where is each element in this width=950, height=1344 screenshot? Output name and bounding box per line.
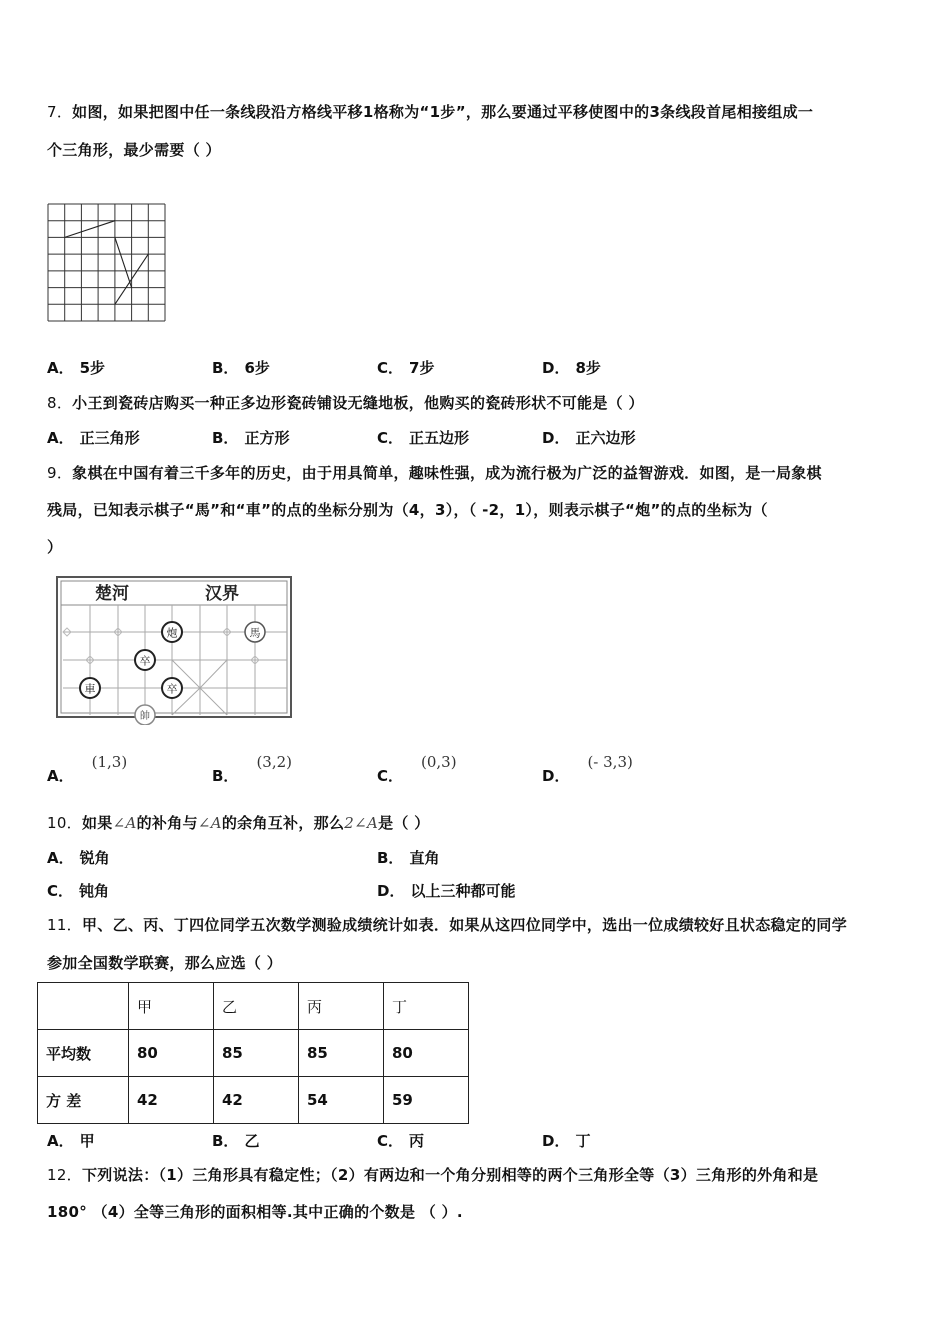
option-label: C． — [377, 429, 404, 447]
angle-2a: 2∠A — [344, 814, 379, 832]
question-10-mid-1: 的补角与 — [136, 814, 198, 832]
piece-zu-1-label: 卒 — [139, 654, 151, 668]
piece-ma — [245, 622, 265, 642]
option-text: 6步 — [244, 359, 270, 377]
option-label: C． — [47, 882, 74, 900]
option-text: 乙 — [244, 1132, 260, 1150]
table-header-cell: 丁 — [384, 983, 469, 1030]
option-text: (0,3) — [421, 753, 457, 771]
table-cell: 85 — [299, 1030, 384, 1077]
chess-board-figure — [55, 575, 295, 725]
option-7-a[interactable] — [47, 357, 105, 378]
table-cell: 85 — [214, 1030, 299, 1077]
segment-1 — [65, 221, 115, 238]
option-text: 8步 — [575, 359, 601, 377]
question-12-text-1: 下列说法：（1）三角形具有稳定性；（2）有两边和一个角分别相等的两个三角形全等（3）三角形的外角和是 — [82, 1166, 819, 1184]
question-12-line-2: 180° （4）全等三角形的面积相等.其中正确的个数是 （ ）. — [47, 1203, 463, 1221]
option-8-b[interactable] — [212, 427, 289, 448]
option-label: D． — [542, 767, 570, 785]
question-7-number: 7． — [47, 103, 73, 121]
question-10 — [47, 812, 430, 833]
option-label: B． — [212, 429, 239, 447]
grid-figure — [47, 203, 167, 324]
option-text: (1,3) — [91, 753, 128, 771]
river-label-right: 汉界 — [205, 584, 239, 604]
question-12-line-1 — [47, 1164, 818, 1185]
option-text: (3,2) — [256, 753, 292, 771]
option-text: 锐角 — [79, 849, 110, 867]
question-11-line-2: 参加全国数学联赛，那么应选（ ） — [47, 954, 283, 972]
option-8-a[interactable] — [47, 427, 140, 448]
option-label: C． — [377, 767, 404, 785]
option-text: 正六边形 — [575, 429, 636, 447]
table-row — [38, 1077, 469, 1124]
option-11-b[interactable] — [212, 1130, 259, 1151]
table-row — [38, 1030, 469, 1077]
option-text: 5步 — [79, 359, 106, 377]
table-header-cell: 乙 — [214, 983, 299, 1030]
option-11-a[interactable] — [47, 1130, 95, 1151]
option-text: 钝角 — [79, 882, 110, 900]
option-text: (- 3,3) — [587, 753, 633, 771]
option-text: 正方形 — [244, 429, 290, 447]
piece-pao-label: 炮 — [166, 626, 178, 640]
option-text: 正三角形 — [79, 429, 140, 447]
angle-a-2: ∠A — [197, 814, 222, 832]
table-cell: 80 — [129, 1030, 214, 1077]
option-9-a[interactable] — [47, 753, 128, 786]
option-7-c[interactable] — [377, 357, 434, 378]
table-cell: 59 — [384, 1077, 469, 1124]
option-label: A． — [47, 767, 74, 785]
question-8-number: 8． — [47, 394, 73, 412]
option-text: 甲 — [79, 1132, 95, 1150]
option-label: A． — [47, 429, 74, 447]
option-10-b[interactable] — [377, 847, 439, 868]
option-text: 直角 — [409, 849, 440, 867]
grid-lines — [48, 204, 165, 321]
table-header-row — [38, 983, 469, 1030]
piece-zu-1 — [135, 650, 155, 670]
question-9-line-2: 残局，已知表示棋子“馬”和“車”的点的坐标分别为（4，3），（ -2，1），则表示棋子“炮”的点的坐标为（ — [47, 501, 768, 519]
table-cell: 54 — [299, 1077, 384, 1124]
question-9-text-1: 象棋在中国有着三千多年的历史，由于用具简单，趣味性强，成为流行极为广泛的益智游戏．如图，是一局象棋 — [72, 464, 822, 482]
question-9-number: 9． — [47, 464, 73, 482]
option-text: 以上三种都可能 — [410, 882, 516, 900]
question-10-post: 是（ ） — [378, 814, 430, 832]
option-label: A． — [47, 849, 74, 867]
option-label: D． — [542, 359, 570, 377]
question-10-mid-2: 的余角互补，那么 — [221, 814, 345, 832]
option-9-c[interactable] — [377, 753, 457, 786]
angle-a-1: ∠A — [112, 814, 137, 832]
option-text: 丁 — [575, 1132, 591, 1150]
option-7-b[interactable] — [212, 357, 270, 378]
table-header-cell: 甲 — [129, 983, 214, 1030]
option-label: D． — [542, 1132, 570, 1150]
table-cell: 平均数 — [38, 1030, 129, 1077]
question-11-line-1 — [47, 914, 847, 935]
option-label: C． — [377, 1132, 404, 1150]
piece-ju-label: 車 — [84, 682, 96, 696]
piece-shuai-label: 帥 — [140, 711, 150, 722]
question-8 — [47, 392, 644, 413]
option-text: 7步 — [409, 359, 435, 377]
table-cell: 42 — [214, 1077, 299, 1124]
question-7-text-1: 如图，如果把图中任一条线段沿方格线平移1格称为“1步”，那么要通过平移使图中的3条线段首尾相接组成一 — [72, 103, 814, 121]
question-10-pre: 如果 — [82, 814, 113, 832]
option-label: A． — [47, 359, 74, 377]
question-12-number: 12． — [47, 1166, 82, 1184]
option-label: B． — [212, 767, 239, 785]
question-10-number: 10． — [47, 814, 82, 832]
river-label-left: 楚河 — [95, 584, 129, 604]
option-label: D． — [377, 882, 405, 900]
option-8-c[interactable] — [377, 427, 469, 448]
option-label: B． — [377, 849, 404, 867]
question-9-line-3: ） — [47, 538, 63, 556]
question-11-text-1: 甲、乙、丙、丁四位同学五次数学测验成绩统计如表．如果从这四位同学中，选出一位成绩较好且状态稳定的同学 — [82, 916, 848, 934]
question-8-text: 小王到瓷砖店购买一种正多边形瓷砖铺设无缝地板，他购买的瓷砖形状不可能是（ ） — [72, 394, 644, 412]
option-11-d[interactable] — [542, 1130, 590, 1151]
table-cell: 42 — [129, 1077, 214, 1124]
option-text: 正五边形 — [409, 429, 470, 447]
question-11-number: 11． — [47, 916, 82, 934]
option-label: C． — [377, 359, 404, 377]
piece-zu-2 — [162, 678, 182, 698]
table-cell: 方 差 — [38, 1077, 129, 1124]
piece-ju — [80, 678, 100, 698]
option-label: B． — [212, 359, 239, 377]
question-7-line-2: 个三角形，最少需要（ ） — [47, 141, 221, 159]
piece-pao — [162, 622, 182, 642]
option-10-c[interactable] — [47, 880, 109, 901]
option-7-d[interactable] — [542, 357, 601, 378]
piece-shuai — [135, 705, 155, 725]
score-table — [37, 982, 469, 1124]
table-header-cell — [38, 983, 129, 1030]
option-text: 丙 — [409, 1132, 425, 1150]
option-label: D． — [542, 429, 570, 447]
option-label: A． — [47, 1132, 74, 1150]
segment-2 — [115, 237, 132, 287]
table-cell: 80 — [384, 1030, 469, 1077]
option-10-a[interactable] — [47, 847, 110, 868]
option-9-b[interactable] — [212, 753, 292, 786]
option-11-c[interactable] — [377, 1130, 424, 1151]
piece-zu-2-label: 卒 — [166, 682, 178, 696]
option-label: B． — [212, 1132, 239, 1150]
question-9-line-1 — [47, 462, 822, 483]
option-9-d[interactable] — [542, 753, 633, 786]
option-8-d[interactable] — [542, 427, 635, 448]
piece-ma-label: 馬 — [249, 626, 261, 640]
option-10-d[interactable] — [377, 880, 515, 901]
question-7-line-1 — [47, 101, 813, 122]
table-header-cell: 丙 — [299, 983, 384, 1030]
